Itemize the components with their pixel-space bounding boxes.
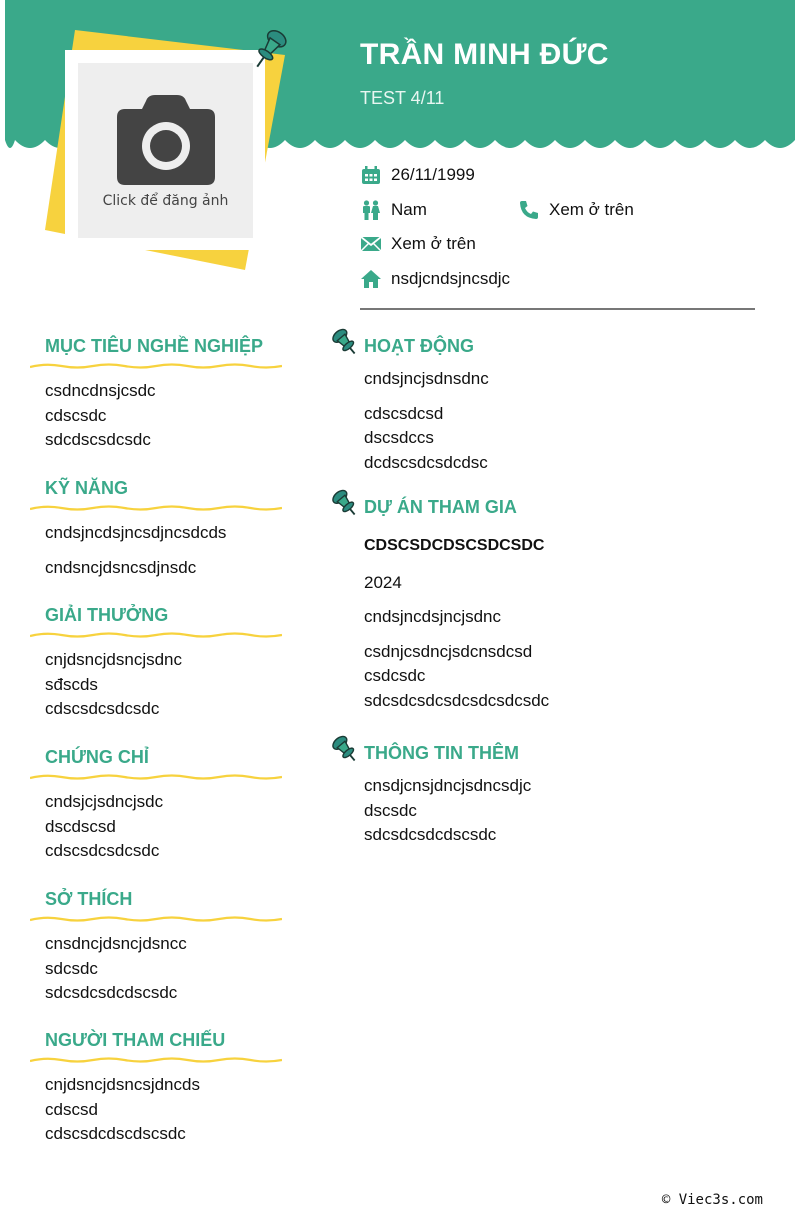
yellow-wave-divider [30, 1055, 282, 1065]
list-item: dscsdccs [364, 428, 434, 447]
footer-credit: © Viec3s.com [661, 1192, 763, 1208]
upload-photo-button[interactable] [78, 63, 253, 238]
list-item: sdcsdcsdcdscsdc [45, 983, 178, 1002]
section-title: KỸ NĂNG [45, 478, 129, 498]
list-item: cnjdsncjdsncsjdncds [45, 1075, 200, 1094]
pin-icon [330, 327, 360, 357]
yellow-wave-divider [30, 361, 282, 371]
list-item: cndsjcjsdncjsdc [45, 792, 164, 811]
section-title: HOẠT ĐỘNG [364, 336, 474, 356]
list-item: sdcsdc [45, 958, 98, 978]
yellow-wave-divider [30, 914, 282, 924]
section-title: THÔNG TIN THÊM [364, 743, 519, 763]
phone-icon [518, 200, 540, 220]
birthday-row [360, 165, 475, 185]
job-title: TEST 4/11 [360, 88, 445, 108]
section-title: CHỨNG CHỈ [45, 747, 149, 767]
certificates-section [30, 744, 282, 864]
list-item: csdncdnsjcsdc [45, 381, 156, 400]
phone-text: Xem ở trên [549, 200, 634, 219]
list-item: cnjdsncjdsncjsdnc [45, 650, 183, 669]
email-row [360, 234, 476, 254]
list-item: cnsdjcnsjdncjsdncsdjc [364, 776, 532, 795]
career-objective-section [30, 333, 282, 453]
list-item: cndsncjdsncsdjnsdc [45, 557, 197, 577]
list-item: cnsdncjdsncjdsncc [45, 934, 187, 953]
pin-icon [252, 27, 290, 73]
project-year: 2024 [364, 572, 402, 592]
section-title: MỤC TIÊU NGHỀ NGHIỆP [45, 336, 264, 356]
phone-row [518, 200, 634, 220]
pin-icon [330, 488, 360, 518]
section-title: GIẢI THƯỞNG [45, 605, 169, 625]
section-title: SỞ THÍCH [45, 889, 133, 909]
list-item: cdscsd [45, 1099, 98, 1119]
list-item: dscsdc [364, 800, 417, 820]
gender-icon [360, 200, 382, 220]
activities-section [330, 333, 770, 475]
yellow-wave-divider [30, 503, 282, 513]
list-item: cdscsdcsdcsdc [45, 699, 160, 718]
photo-caption: Click để đăng ảnh [102, 192, 229, 209]
gender-row [360, 200, 427, 220]
list-item: cndsjncdsjncsdjncsdcds [45, 523, 227, 542]
list-item: cndsjncdsjncjsdnc [364, 607, 502, 626]
list-item: csdnjcsdncjsdcnsdcsd [364, 641, 533, 661]
list-item: sdcsdcsdcdscsdc [364, 825, 497, 844]
references-section [30, 1027, 282, 1147]
pin-icon [330, 734, 360, 764]
address-row [360, 269, 510, 289]
section-title: DỰ ÁN THAM GIA [364, 497, 517, 517]
additional-info-section [330, 740, 770, 848]
list-item: cdscsdcsd [364, 403, 444, 423]
project-name: CDSCSDCDSCSDCSDC [364, 537, 545, 554]
address-text: nsdjcndsjncsdjc [391, 269, 511, 288]
list-item: sdcsdcsdcsdcsdcsdcsdc [364, 690, 550, 710]
email-text: Xem ở trên [391, 234, 476, 253]
skills-section [30, 475, 282, 580]
header-divider [360, 308, 755, 310]
yellow-wave-divider [30, 630, 282, 640]
list-item: sdcdscsdcsdc [45, 430, 151, 449]
home-icon [360, 269, 382, 289]
yellow-wave-divider [30, 772, 282, 782]
hobbies-section [30, 886, 282, 1006]
calendar-icon [360, 165, 382, 185]
awards-section [30, 602, 282, 722]
list-item: cdscsdcdscdscsdc [45, 1124, 186, 1143]
list-item: dscdscsd [45, 816, 116, 836]
birthday-text: 26/11/1999 [391, 165, 475, 184]
list-item: cndsjncjsdnsdnc [364, 369, 489, 388]
envelope-icon [360, 234, 382, 254]
candidate-name: TRẦN MINH ĐỨC [360, 38, 609, 71]
list-item: cdscsdcsdcsdc [45, 841, 160, 860]
list-item: sđscds [45, 674, 98, 694]
list-item: cdscsdc [45, 405, 107, 425]
list-item: csdcsdc [364, 666, 426, 685]
gender-text: Nam [391, 200, 427, 219]
camera-icon [111, 93, 221, 187]
list-item: dcdscsdcsdcdsc [364, 452, 488, 472]
projects-section [330, 494, 770, 713]
section-title: NGƯỜI THAM CHIẾU [45, 1030, 226, 1050]
